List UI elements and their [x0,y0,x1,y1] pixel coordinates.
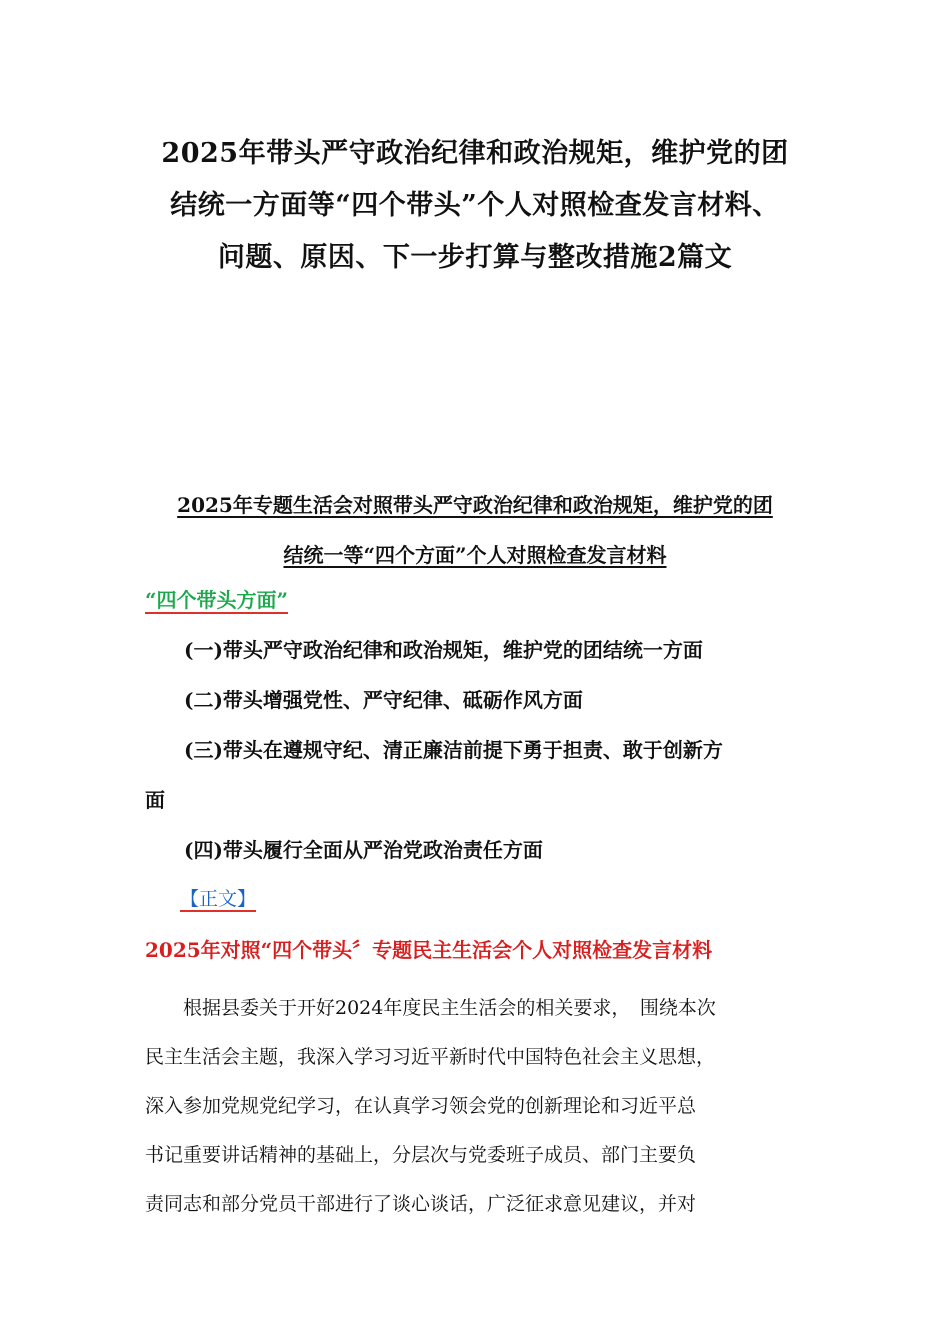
body-line: 根据县委关于开好2024年度民主生活会的相关要求， 围绕本次 [145,997,716,1019]
list-item: (四)带头履行全面从严治党政治责任方面 [184,838,543,862]
list-item: (二)带头增强党性、严守纪律、砥砺作风方面 [184,688,583,712]
body-line: 书记重要讲话精神的基础上，分层次与党委班子成员、部门主要负 [145,1144,697,1166]
main-title-line: 结统一方面等“四个带头”个人对照检查发言材料、 [170,190,780,221]
list-item: (三)带头在遵规守纪、清正廉洁前提下勇于担责、敢于创新方 [184,738,723,762]
body-line: 民主生活会主题，我深入学习习近平新时代中国特色社会主义思想， [145,1046,716,1068]
body-tag: 【正文】 [180,888,257,910]
list-item: (一)带头严守政治纪律和政治规矩，维护党的团结统一方面 [184,638,703,662]
main-title-line: 2025年带头严守政治纪律和政治规矩，维护党的团 [161,138,789,169]
section-heading: “四个带头方面” [145,588,289,612]
sub-title-line: 结统一等“四个方面”个人对照检查发言材料 [283,543,667,567]
article-heading: 2025年对照“四个带头〞专题民主生活会个人对照检查发言材料 [145,938,713,962]
main-title-line: 问题、原因、下一步打算与整改措施2篇文 [217,242,733,273]
sub-title-line: 2025年专题生活会对照带头严守政治纪律和政治规矩，维护党的团 [177,493,773,517]
body-line: 深入参加党规党纪学习，在认真学习领会党的创新理论和习近平总 [145,1095,697,1117]
list-item-continuation: 面 [145,788,165,812]
sub-title [100,480,850,580]
main-title [100,128,850,284]
body-line: 责同志和部分党员干部进行了谈心谈话，广泛征求意见建议，并对 [145,1193,697,1215]
body-paragraph [145,984,825,1229]
